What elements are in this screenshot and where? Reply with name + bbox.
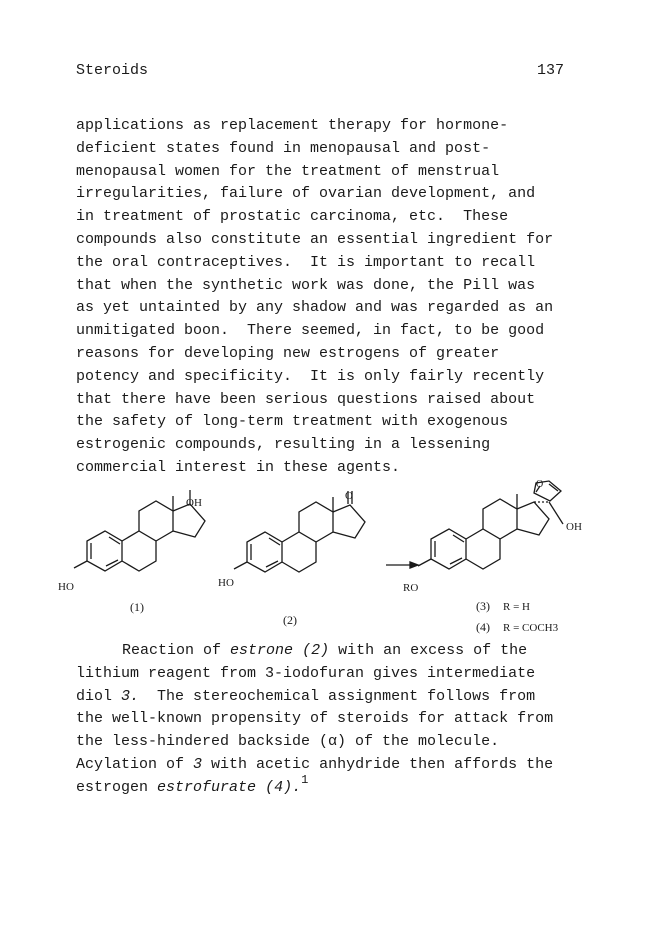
text-run: with an excess of the [329,642,528,659]
estrone-structure [234,491,365,572]
text-line: the oral contraceptives. It is important to recall [76,253,536,271]
text-line: estrogenic compounds, resulting in a lessening [76,436,491,454]
compound-name-estrofurate: estrofurate [157,778,257,796]
text-run: The stereochemical assignment follows from [139,687,536,705]
compound-1-label: (1) [130,600,144,614]
compound-ref: 3 [193,755,203,773]
furyl-estradiol-structure [418,481,563,569]
text-run: Acylation of [76,755,194,773]
text-line [76,772,576,800]
text-run: estrogen [76,778,158,796]
text-line [76,686,576,709]
furan-o-label: O [536,480,544,490]
estrone-o-label: O [345,490,353,502]
compound-4-label: (4) [476,620,490,634]
footnote-reference: 1 [301,772,309,787]
compound-ref: (4). [265,778,302,796]
reaction-arrow [386,562,418,568]
running-title: Steroids [76,62,149,79]
text-run [256,779,265,796]
text-line: irregularities, failure of ovarian development, and [76,185,536,203]
text-run: diol [76,687,122,705]
text-line: menopausal women for the treatment of menstrual [76,162,500,180]
text-line: in treatment of prostatic carcinoma, etc. These [76,208,509,226]
text-line: that when the synthetic work was done, the Pill was [76,276,536,294]
text-line [76,640,576,663]
text-run: Reaction of [122,642,231,659]
text-line: as yet untainted by any shadow and was regarded as an [76,299,554,317]
compound-ref: 3. [121,687,140,705]
text-line: the less-hindered backside (α) of the molecule. [76,733,500,751]
estradiol-ho-label: HO [58,581,74,593]
compound-name-estrone: estrone [230,642,294,659]
text-line: deficient states found in menopausal and post- [76,139,491,157]
text-line: potency and specificity. It is only fairly recently [76,367,545,385]
text-line [76,754,576,777]
text-line: unmitigated boon. There seemed, in fact, to be good [76,322,545,340]
text-line: applications as replacement therapy for hormone- [76,117,509,134]
text-line: commercial interest in these agents. [76,458,401,476]
text-line: that there have been serious questions raised about [76,390,536,408]
ro-label: RO [403,582,419,594]
estrone-ho-label: HO [218,577,234,589]
compound-3-r-group: R = H [503,601,530,613]
reaction-scheme [0,480,654,642]
compound-ref: (2) [302,642,330,659]
compound-2-label: (2) [283,613,297,627]
compound-3-label: (3) [476,599,490,613]
text-line: the well-known propensity of steroids for attack from [76,710,554,728]
body-paragraph-2 [76,640,576,800]
text-line: the safety of long-term treatment with exogenous [76,413,509,431]
text-run [293,642,302,659]
furyl-oh-label: OH [566,521,582,533]
estradiol-oh-label: OH [186,497,202,509]
body-paragraph-1 [76,115,576,480]
text-line: reasons for developing new estrogens of greater [76,344,500,362]
text-line: lithium reagent from 3-iodofuran gives intermediate [76,664,536,682]
page-number: 137 [536,62,564,79]
compound-4-r-group: R = COCH3 [503,622,559,634]
text-run: with acetic anhydride then affords the [202,755,554,773]
text-line: compounds also constitute an essential ingredient for [76,230,554,248]
